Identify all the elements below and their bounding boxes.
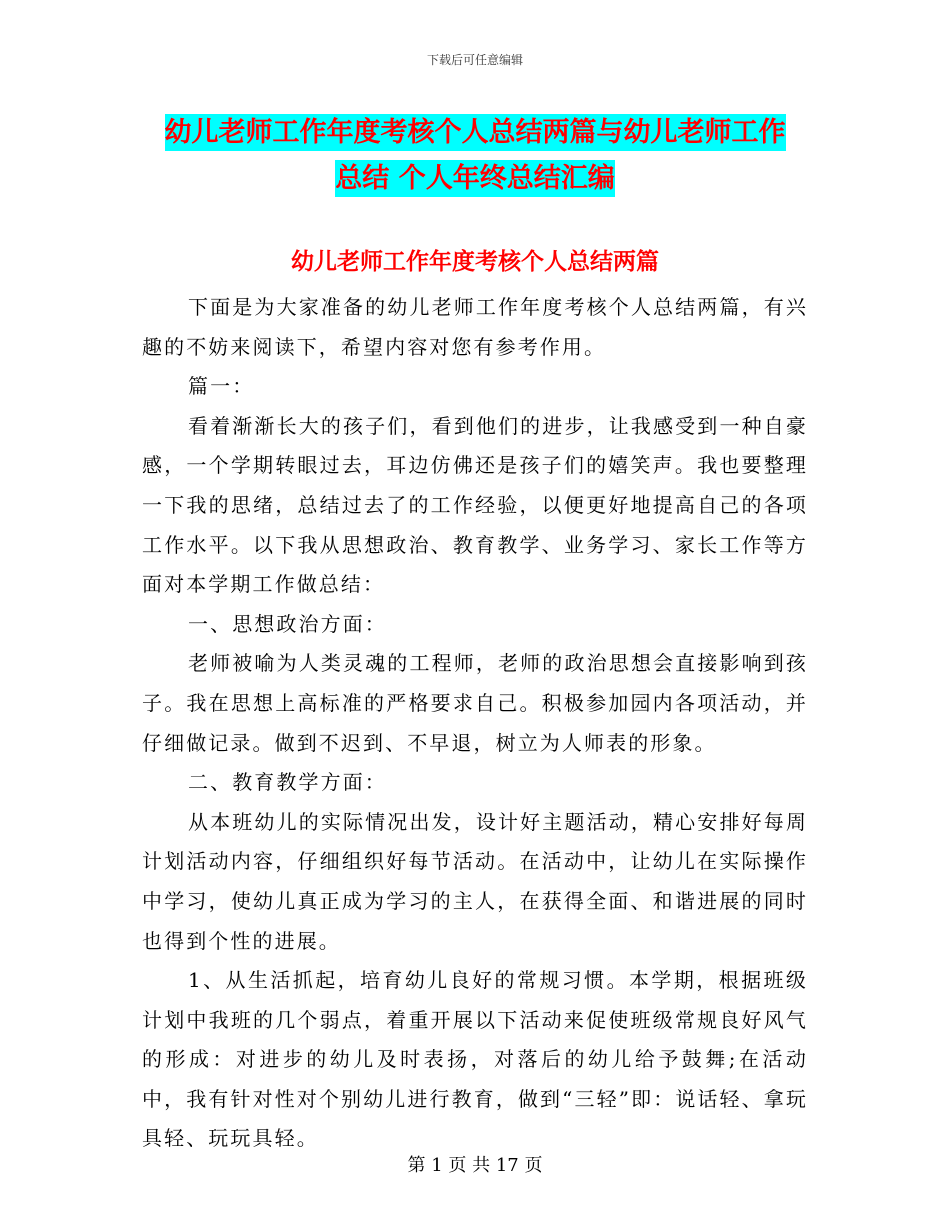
- document-title: [0, 110, 950, 202]
- document-title-line-1: 幼儿老师工作年度考核个人总结两篇与幼儿老师工作: [165, 114, 786, 151]
- section-title: 幼儿老师工作年度考核个人总结两篇: [291, 249, 659, 275]
- paragraph-habits: 1、从生活抓起，培育幼儿良好的常规习惯。本学期，根据班级计划中我班的几个弱点，着重开展以下活动来促使班级常规良好风气的形成：对进步的幼儿及时表扬，对落后的幼儿给予鼓舞;在活动中，我有针对性对个别幼儿进行教育，做到“三轻”即：说话轻、拿玩具轻、玩玩具轻。: [142, 968, 808, 1151]
- paragraph-politics: 老师被喻为人类灵魂的工程师，老师的政治思想会直接影响到孩子。我在思想上高标准的严格要求自己。积极参加园内各项活动，并仔细做记录。做到不迟到、不早退，树立为人师表的形象。: [142, 651, 808, 755]
- paragraph-teaching: 从本班幼儿的实际情况出发，设计好主题活动，精心安排好每周计划活动内容，仔细组织好每节活动。在活动中，让幼儿在实际操作中学习，使幼儿真正成为学习的主人，在获得全面、和谐进展的同时也得到个性的进展。: [142, 809, 808, 953]
- paragraph-heading-teaching: 二、教育教学方面：: [188, 770, 387, 795]
- paragraph-intro: 下面是为大家准备的幼儿老师工作年度考核个人总结两篇，有兴趣的不妨来阅读下，希望内容对您有参考作用。: [142, 295, 808, 359]
- document-title-line-2: 总结 个人年终总结汇编: [335, 160, 614, 197]
- page-number: 第 1 页 共 17 页: [407, 1155, 543, 1176]
- document-body: [142, 288, 808, 1159]
- paragraph-opening: 看着渐渐长大的孩子们，看到他们的进步，让我感受到一种自豪感，一个学期转眼过去，耳边仿佛还是孩子们的嬉笑声。我也要整理一下我的思绪，总结过去了的工作经验，以便更好地提高自己的各项工作水平。以下我从思想政治、教育教学、业务学习、家长工作等方面对本学期工作做总结：: [142, 413, 808, 597]
- paragraph-heading-politics: 一、思想政治方面：: [188, 611, 387, 636]
- page-header: 下载后可任意编辑: [426, 53, 523, 67]
- paragraph-part-one-heading: 篇一：: [188, 374, 255, 399]
